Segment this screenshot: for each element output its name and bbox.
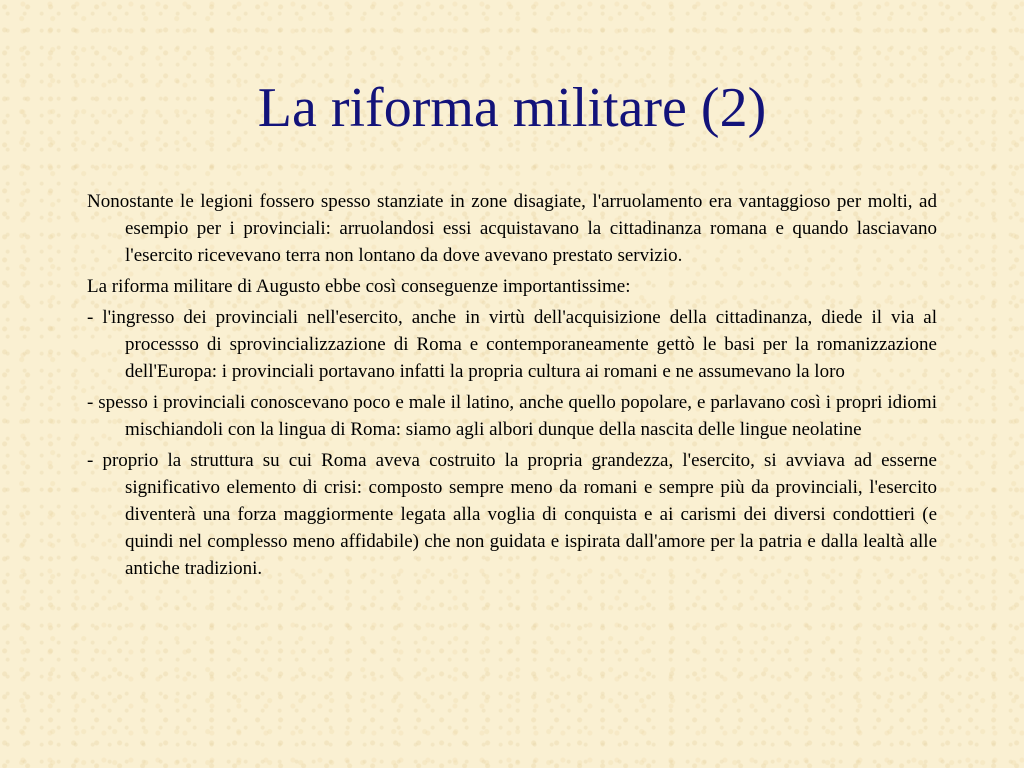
slide-body (87, 188, 937, 586)
paragraph-provincials-army: - l'ingresso dei provinciali nell'esercito, anche in virtù dell'acquisizione della cittadinanza, diede il via al processso di sprovincializzazione di Roma e contemporaneamente gettò le basi per la romanizzazione dell'Europa: i provinciali portavano infatti la propria cultura ai romani e ne assumevano la loro (87, 307, 937, 382)
paragraph-languages: - spesso i provinciali conoscevano poco e male il latino, anche quello popolare, e parlavano così i propri idiomi mischiandoli con la lingua di Roma: siamo agli albori dunque della nascita delle lingue neolatine (87, 392, 937, 440)
paragraph-army-crisis: - proprio la struttura su cui Roma aveva costruito la propria grandezza, l'esercito, si avviava ad esserne significativo elemento di crisi: composto sempre meno da romani e sempre più da provinciali, l'esercito diventerà una forza maggiormente legata alla voglia di conquista e ai carismi dei diversi condottieri (e quindi nel complesso meno affidabile) che non guidata e ispirata dall'amore per la patria e dalla lealtà alle antiche tradizioni. (87, 450, 937, 579)
paragraph-consequences: La riforma militare di Augusto ebbe così conseguenze importantissime: (87, 276, 631, 297)
slide-title: La riforma militare (2) (257, 77, 767, 139)
paragraph-intro: Nonostante le legioni fossero spesso stanziate in zone disagiate, l'arruolamento era vantaggioso per molti, ad esempio per i provinciali: arruolandosi essi acquistavano la cittadinanza romana e quando lasciavano l'esercito ricevevano terra non lontano da dove avevano prestato servizio. (87, 191, 937, 266)
